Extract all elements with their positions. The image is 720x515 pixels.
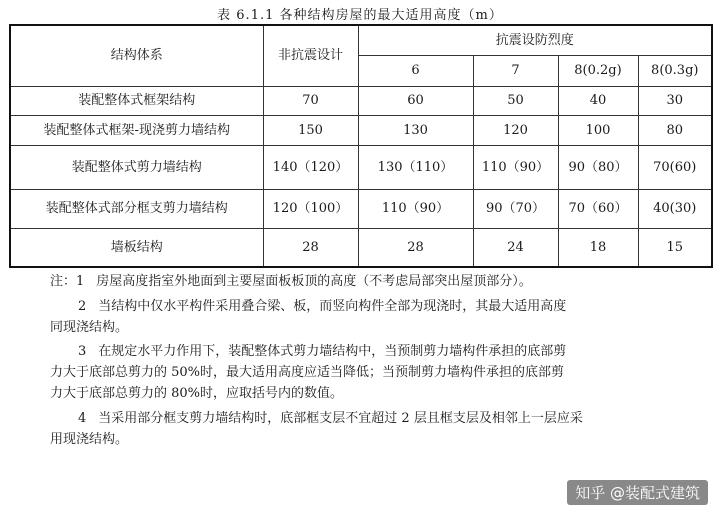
cell-value: 90（70） — [473, 190, 558, 229]
table-row — [10, 86, 712, 115]
cell-value: 28 — [263, 228, 358, 267]
header-intensity: 8(0.2g) — [558, 56, 638, 87]
cell-value: 120（100） — [263, 190, 358, 229]
cell-value: 40(30) — [638, 190, 712, 229]
note-text: 力大于底部总剪力的 50%时，最大适用高度应适当降低；当预制剪力墙构件承担的底部剪 — [50, 365, 565, 381]
cell-value: 24 — [473, 228, 558, 267]
row-label: 装配整体式部分框支剪力墙结构 — [10, 190, 263, 229]
note-text: 力大于底部总剪力的 80%时，应取括号内的数值。 — [50, 385, 344, 401]
note-1 — [50, 272, 690, 293]
table-row — [10, 146, 712, 190]
note-text: 用现浇结构。 — [50, 431, 129, 447]
header-non-seismic: 非抗震设计 — [263, 25, 358, 86]
note-text: 同现浇结构。 — [50, 319, 129, 335]
note-text: 在规定水平力作用下，装配整体式剪力墙结构中，当预制剪力墙构件承担的底部剪 — [98, 344, 567, 360]
cell-value: 130（110） — [358, 146, 473, 190]
height-table — [9, 24, 713, 268]
table-row — [10, 228, 712, 267]
cell-value: 100 — [558, 115, 638, 146]
note-text: 房屋高度指室外地面到主要屋面板板顶的高度（不考虑局部突出屋顶部分）。 — [96, 274, 532, 289]
cell-value: 28 — [358, 228, 473, 267]
cell-value: 60 — [358, 86, 473, 115]
note-number: 2 — [78, 298, 87, 314]
header-intensity: 7 — [473, 56, 558, 87]
note-number: 4 — [78, 410, 87, 426]
table-caption: 表 6.1.1 各种结构房屋的最大适用高度（m） — [217, 8, 503, 23]
cell-value: 30 — [638, 86, 712, 115]
header-intensity: 6 — [358, 56, 473, 87]
cell-value: 110（90） — [358, 190, 473, 229]
header-row — [10, 25, 712, 56]
table-row — [10, 190, 712, 229]
note-number: 1 — [76, 274, 85, 289]
row-label: 装配整体式框架-现浇剪力墙结构 — [10, 115, 263, 146]
row-label: 装配整体式框架结构 — [10, 86, 263, 115]
header-system: 结构体系 — [10, 25, 263, 86]
note-text: 当结构中仅水平构件采用叠合梁、板，而竖向构件全部为现浇时，其最大适用高度 — [98, 298, 567, 314]
cell-value: 80 — [638, 115, 712, 146]
header-intensity: 8(0.3g) — [638, 56, 712, 87]
cell-value: 120 — [473, 115, 558, 146]
note-3 — [50, 342, 690, 404]
note-number: 3 — [78, 344, 87, 360]
note-4 — [50, 409, 690, 451]
watermark: 知乎 @装配式建筑 — [567, 480, 708, 505]
cell-value: 40 — [558, 86, 638, 115]
cell-value: 110（90） — [473, 146, 558, 190]
cell-value: 70 — [263, 86, 358, 115]
note-2 — [50, 297, 690, 339]
cell-value: 130 — [358, 115, 473, 146]
note-text: 当采用部分框支剪力墙结构时，底部框支层不宜超过 2 层且框支层及相邻上一层应采 — [98, 410, 583, 426]
cell-value: 18 — [558, 228, 638, 267]
notes-label: 注： — [50, 274, 77, 289]
cell-value: 15 — [638, 228, 712, 267]
cell-value: 150 — [263, 115, 358, 146]
row-label: 装配整体式剪力墙结构 — [10, 146, 263, 190]
notes — [50, 272, 690, 454]
cell-value: 140（120） — [263, 146, 358, 190]
header-seismic: 抗震设防烈度 — [358, 25, 712, 56]
cell-value: 70（60） — [558, 190, 638, 229]
cell-value: 50 — [473, 86, 558, 115]
cell-value: 90（80） — [558, 146, 638, 190]
row-label: 墙板结构 — [10, 228, 263, 267]
table-row — [10, 115, 712, 146]
cell-value: 70(60) — [638, 146, 712, 190]
